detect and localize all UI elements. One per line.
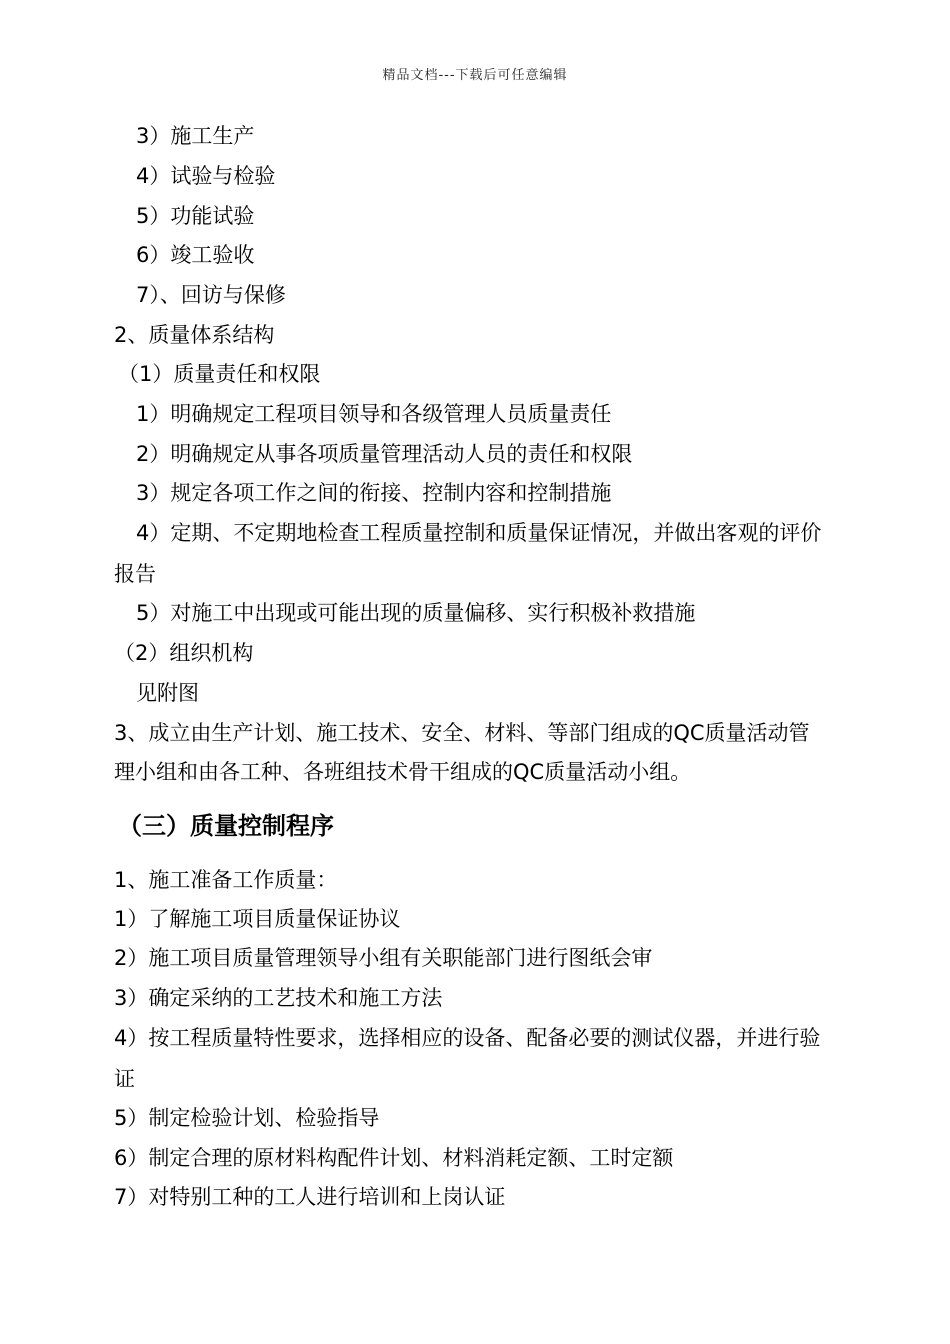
list-item: 1）了解施工项目质量保证协议 (114, 907, 401, 931)
list-item: 4）试验与检验 (136, 164, 276, 188)
list-item: 4）按工程质量特性要求，选择相应的设备、配备必要的测试仪器，并进行验 (114, 1026, 821, 1050)
list-item: 5）制定检验计划、检验指导 (114, 1106, 380, 1130)
subsection-title: 1、施工准备工作质量： (114, 868, 338, 892)
paragraph-continuation: 理小组和由各工种、各班组技术骨干组成的QC质量活动小组。 (114, 760, 692, 784)
list-item: 3）确定采纳的工艺技术和施工方法 (114, 986, 443, 1010)
list-item: 4）定期、不定期地检查工程质量控制和质量保证情况，并做出客观的评价 (136, 521, 822, 545)
section-heading: （三）质量控制程序 (118, 812, 334, 840)
list-item: 3）施工生产 (136, 124, 255, 148)
list-item: 7）、回访与保修 (136, 283, 286, 307)
list-item: 1）明确规定工程项目领导和各级管理人员质量责任 (136, 402, 612, 426)
subsection-title: （2）组织机构 (114, 641, 254, 665)
subsection-title: 2、质量体系结构 (114, 323, 275, 347)
list-item: 5）功能试验 (136, 204, 255, 228)
list-item: 7）对特别工种的工人进行培训和上岗认证 (114, 1185, 506, 1209)
list-item: 6）制定合理的原材料构配件计划、材料消耗定额、工时定额 (114, 1146, 674, 1170)
list-item: 2）明确规定从事各项质量管理活动人员的责任和权限 (136, 442, 633, 466)
list-item-continuation: 证 (114, 1067, 135, 1091)
list-item: 2）施工项目质量管理领导小组有关职能部门进行图纸会审 (114, 946, 653, 970)
list-item-continuation: 报告 (114, 562, 156, 586)
subsection-title: （1）质量责任和权限 (118, 362, 321, 386)
list-item: 见附图 (136, 681, 199, 705)
list-item: 3）规定各项工作之间的衔接、控制内容和控制措施 (136, 481, 612, 505)
list-item: 6）竣工验收 (136, 243, 255, 267)
list-item: 5）对施工中出现或可能出现的质量偏移、实行积极补救措施 (136, 601, 696, 625)
page-header: 精品文档---下载后可任意编辑 (382, 68, 568, 83)
paragraph: 3、成立由生产计划、施工技术、安全、材料、等部门组成的QC质量活动管 (114, 721, 810, 745)
